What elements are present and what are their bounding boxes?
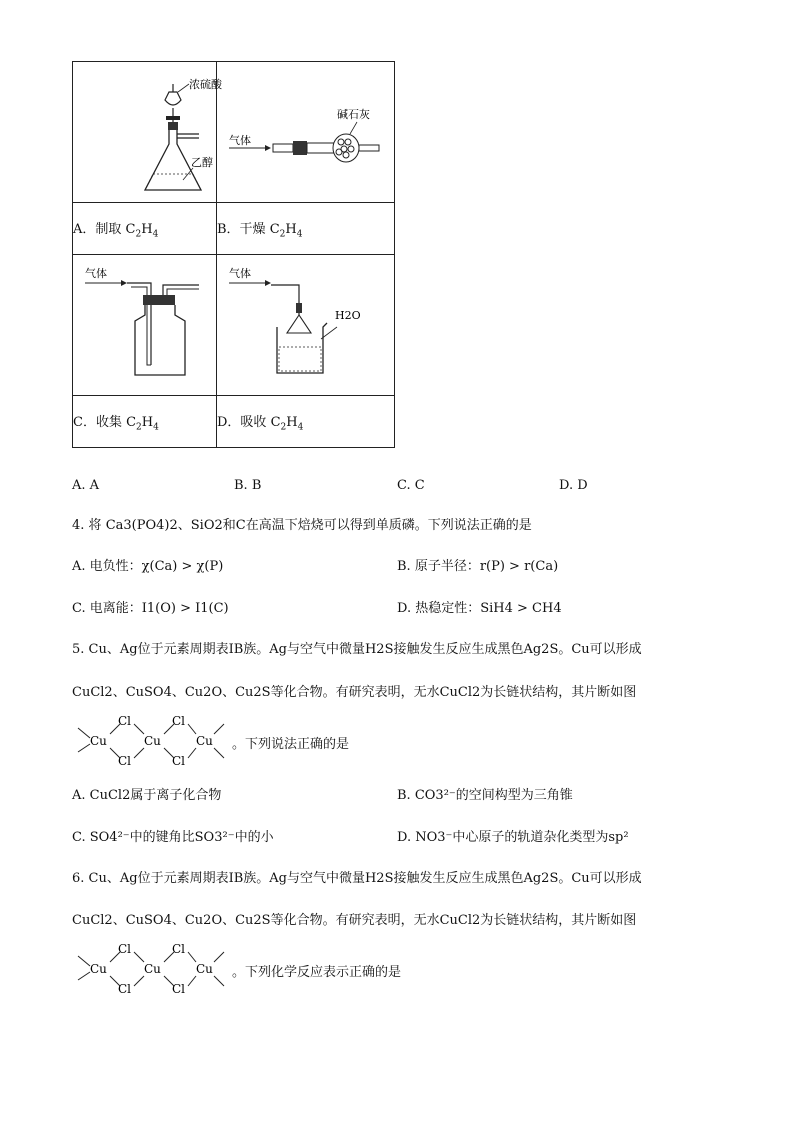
q5-tail: 。下列说法正确的是 [232,737,350,752]
flask-apparatus-figure [73,62,222,198]
q5-line2: CuCl2、CuSO4、Cu2O、Cu2S等化合物。有研究表明，无水CuCl2为长链状结构，其片断如图 [72,685,637,700]
q3-option-d: D. D [559,478,588,493]
q4-option-b: B. 原子半径：r(P) > r(Ca) [397,559,559,574]
cu-atom: Cu [196,734,213,748]
cu-atom: Cu [144,962,161,976]
drying-tube-figure [217,62,394,198]
cell-d-figure [217,255,395,396]
cu-atom: Cu [196,962,213,976]
q3-option-b: B. B [234,478,262,493]
apparatus-table [72,61,395,448]
label-conc-sulfuric: 浓硫酸 [189,78,222,91]
q4-stem: 4. 将 Ca3(PO4)2、SiO2和C在高温下焙烧可以得到单质磷。下列说法正确的是 [72,518,532,533]
cl-atom: Cl [118,754,132,768]
q6-line1: 6. Cu、Ag位于元素周期表ⅠB族。Ag与空气中微量H2S接触发生反应生成黑色Ag2S。Cu可以形成 [72,871,642,886]
q3-option-c: C. C [397,478,425,493]
label-soda-lime: 碱石灰 [337,108,370,121]
caption-b: B．干燥 $C_2H_4$ [217,203,395,255]
q5-option-b: B. CO3²⁻的空间构型为三角锥 [397,788,573,803]
q5-option-d: D. NO3⁻中心原子的轨道杂化类型为sp² [397,830,629,845]
caption-d: D．吸收 $C_2H_4$ [217,396,395,448]
cucl2-chain-figure-q6 [76,940,228,996]
q5-line1: 5. Cu、Ag位于元素周期表ⅠB族。Ag与空气中微量H2S接触发生反应生成黑色Ag2S。Cu可以形成 [72,642,642,657]
cell-b-figure [217,62,395,203]
cl-atom: Cl [172,942,186,956]
q6-tail: 。下列化学反应表示正确的是 [232,965,402,980]
caption-c: C．收集 $C_2H_4$ [73,396,217,448]
q6-line2: CuCl2、CuSO4、Cu2O、Cu2S等化合物。有研究表明，无水CuCl2为长链状结构，其片断如图 [72,913,637,928]
q4-option-d: D. 热稳定性：SiH4 > CH4 [397,601,562,616]
cu-atom: Cu [90,734,107,748]
cl-atom: Cl [118,714,132,728]
label-water: H2O [335,309,361,322]
q4-option-a: A. 电负性：χ(Ca) > χ(P) [72,559,224,574]
cl-atom: Cl [118,982,132,996]
q3-option-a: A. A [72,478,100,493]
label-ethanol: 乙醇 [191,156,213,169]
cell-a-figure [73,62,222,203]
q5-option-a: A. CuCl2属于离子化合物 [72,788,222,803]
cl-atom: Cl [172,982,186,996]
cl-atom: Cl [172,714,186,728]
caption-a: A．制取 $C_2H_4$ [73,203,217,255]
cu-atom: Cu [144,734,161,748]
beaker-figure [217,255,394,391]
cell-c-figure [73,255,217,396]
gas-bottle-figure [73,255,216,391]
q5-option-c: C. SO4²⁻中的键角比SO3²⁻中的小 [72,830,274,845]
cl-atom: Cl [172,754,186,768]
label-gas-b: 气体 [229,134,251,147]
label-gas-d: 气体 [229,267,251,280]
cucl2-chain-figure-q5 [76,712,228,768]
cl-atom: Cl [118,942,132,956]
q4-option-c: C. 电离能：I1(O) > I1(C) [72,601,229,616]
cu-atom: Cu [90,962,107,976]
label-gas-c: 气体 [85,267,107,280]
